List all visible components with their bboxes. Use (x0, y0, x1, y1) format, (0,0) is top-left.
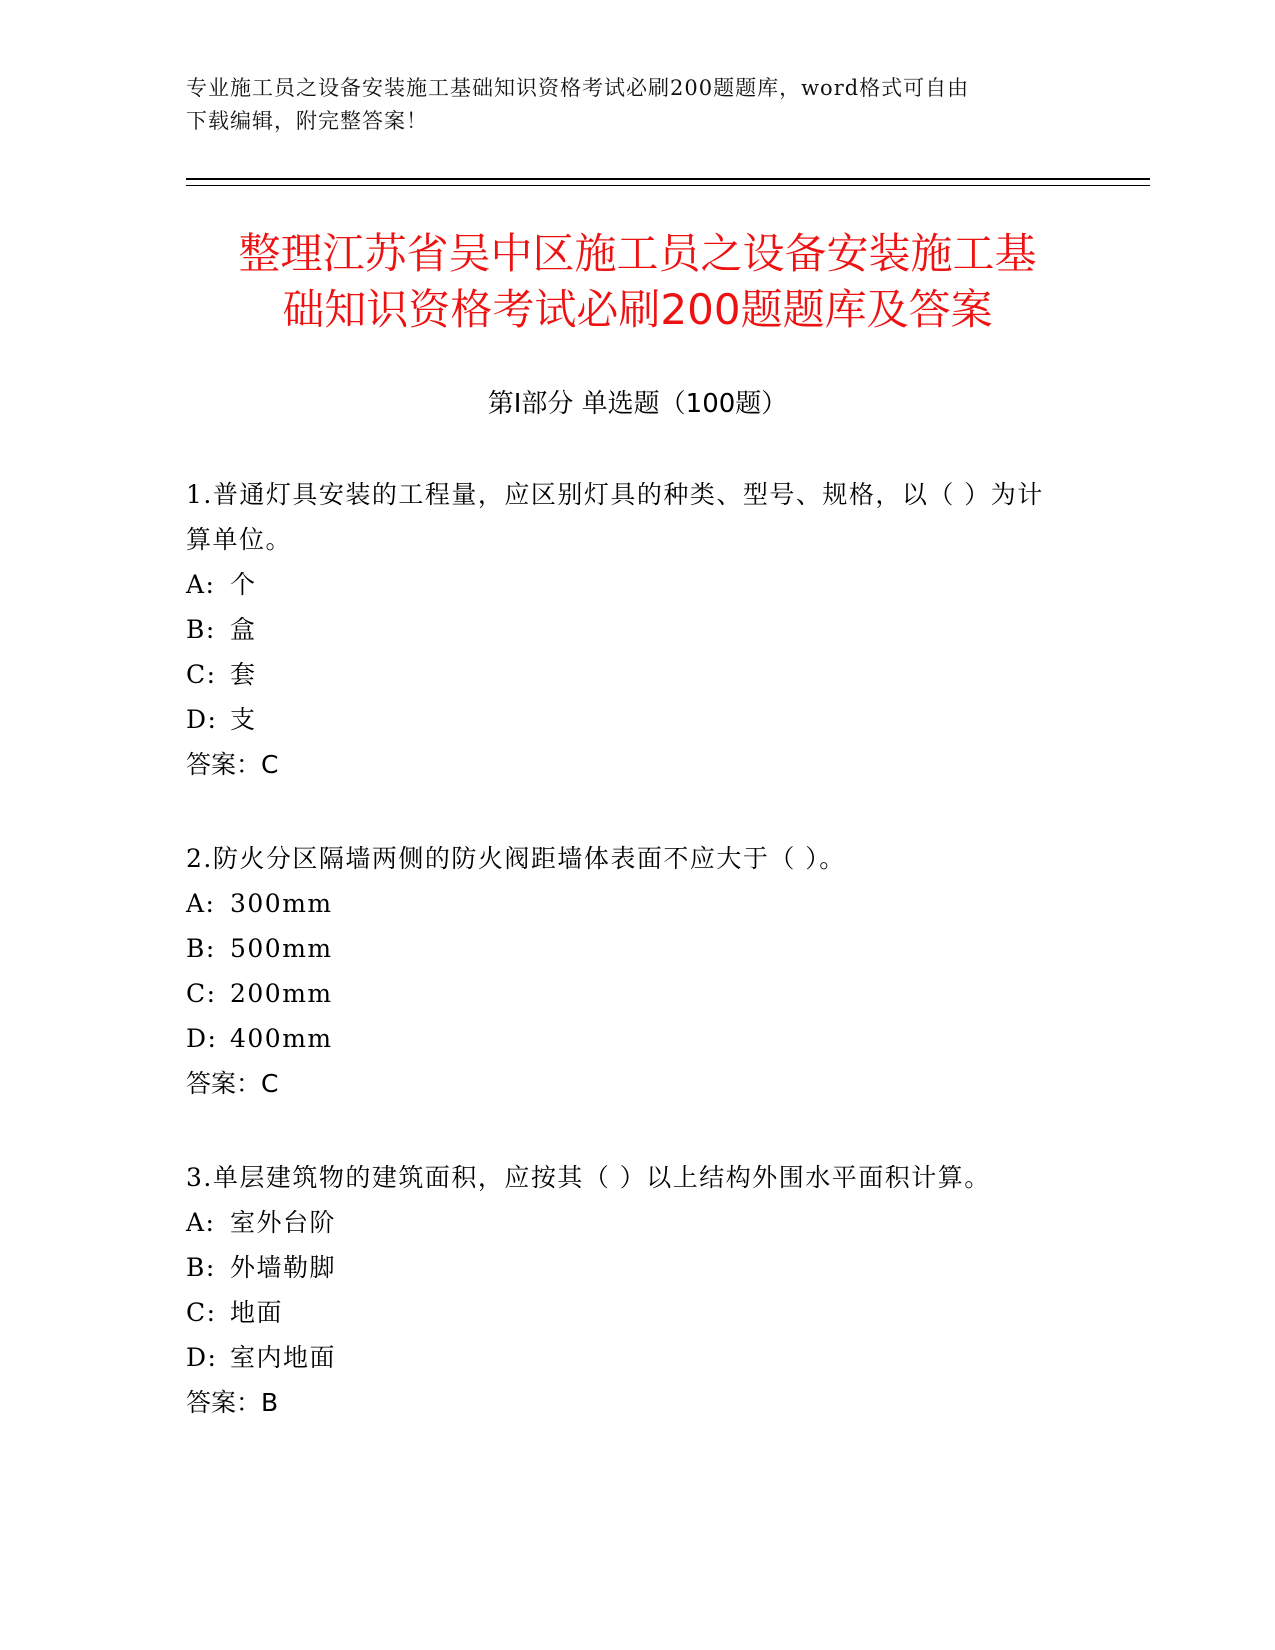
answer-line: 答案：C (186, 750, 279, 779)
option-letter: C: (186, 979, 217, 1008)
question-stem: 3.单层建筑物的建筑面积，应按其（ ）以上结构外围水平面积计算。 (186, 1163, 991, 1192)
option-c (186, 971, 1066, 1016)
option-text: 200mm (230, 979, 333, 1008)
option-c (186, 1290, 1066, 1335)
option-d (186, 697, 1066, 742)
option-letter: B: (186, 615, 216, 644)
option-b (186, 926, 1066, 971)
option-d (186, 1335, 1066, 1380)
option-text: 室外台阶 (230, 1208, 337, 1237)
option-letter: A: (186, 570, 216, 599)
intro-line-1: 专业施工员之设备安装施工基础知识资格考试必刷200题题库，word格式可自由 (186, 76, 970, 100)
option-text: 室内地面 (230, 1343, 337, 1372)
question-3 (186, 1155, 1066, 1425)
header-divider-thick (186, 178, 1150, 180)
option-text: 500mm (230, 934, 333, 963)
answer-line: 答案：C (186, 1069, 279, 1098)
option-c (186, 652, 1066, 697)
question-2 (186, 836, 1066, 1106)
option-text: 盒 (230, 615, 257, 644)
option-letter: C: (186, 660, 217, 689)
option-text: 个 (230, 570, 257, 599)
option-letter: D: (186, 1343, 218, 1372)
option-text: 支 (230, 705, 257, 734)
option-letter: D: (186, 1024, 218, 1053)
section-heading: 第Ⅰ部分 单选题（100题） (487, 389, 788, 419)
intro-line-2: 下载编辑，附完整答案！ (186, 109, 428, 133)
question-list (186, 472, 1066, 1474)
option-d (186, 1016, 1066, 1061)
option-a (186, 1200, 1066, 1245)
question-stem: 1.普通灯具安装的工程量，应区别灯具的种类、型号、规格，以（ ）为计算单位。 (186, 480, 1044, 554)
option-b (186, 1245, 1066, 1290)
option-letter: B: (186, 934, 216, 963)
option-b (186, 607, 1066, 652)
option-a (186, 881, 1066, 926)
option-text: 套 (230, 660, 257, 689)
option-letter: A: (186, 889, 216, 918)
question-stem: 2.防火分区隔墙两侧的防火阀距墙体表面不应大于（ ）。 (186, 844, 846, 873)
option-text: 400mm (230, 1024, 333, 1053)
option-text: 300mm (230, 889, 333, 918)
option-letter: B: (186, 1253, 216, 1282)
option-letter: A: (186, 1208, 216, 1237)
option-letter: C: (186, 1298, 217, 1327)
option-a (186, 562, 1066, 607)
question-1 (186, 472, 1066, 787)
document-intro (186, 72, 1086, 138)
option-letter: D: (186, 705, 218, 734)
document-title (150, 226, 1125, 338)
title-line-2: 础知识资格考试必刷200题题库及答案 (282, 285, 993, 334)
option-text: 地面 (230, 1298, 284, 1327)
option-text: 外墙勒脚 (230, 1253, 337, 1282)
answer-line: 答案：B (186, 1388, 279, 1417)
title-line-1: 整理江苏省吴中区施工员之设备安装施工基 (238, 229, 1037, 278)
header-divider-thin (186, 185, 1150, 186)
